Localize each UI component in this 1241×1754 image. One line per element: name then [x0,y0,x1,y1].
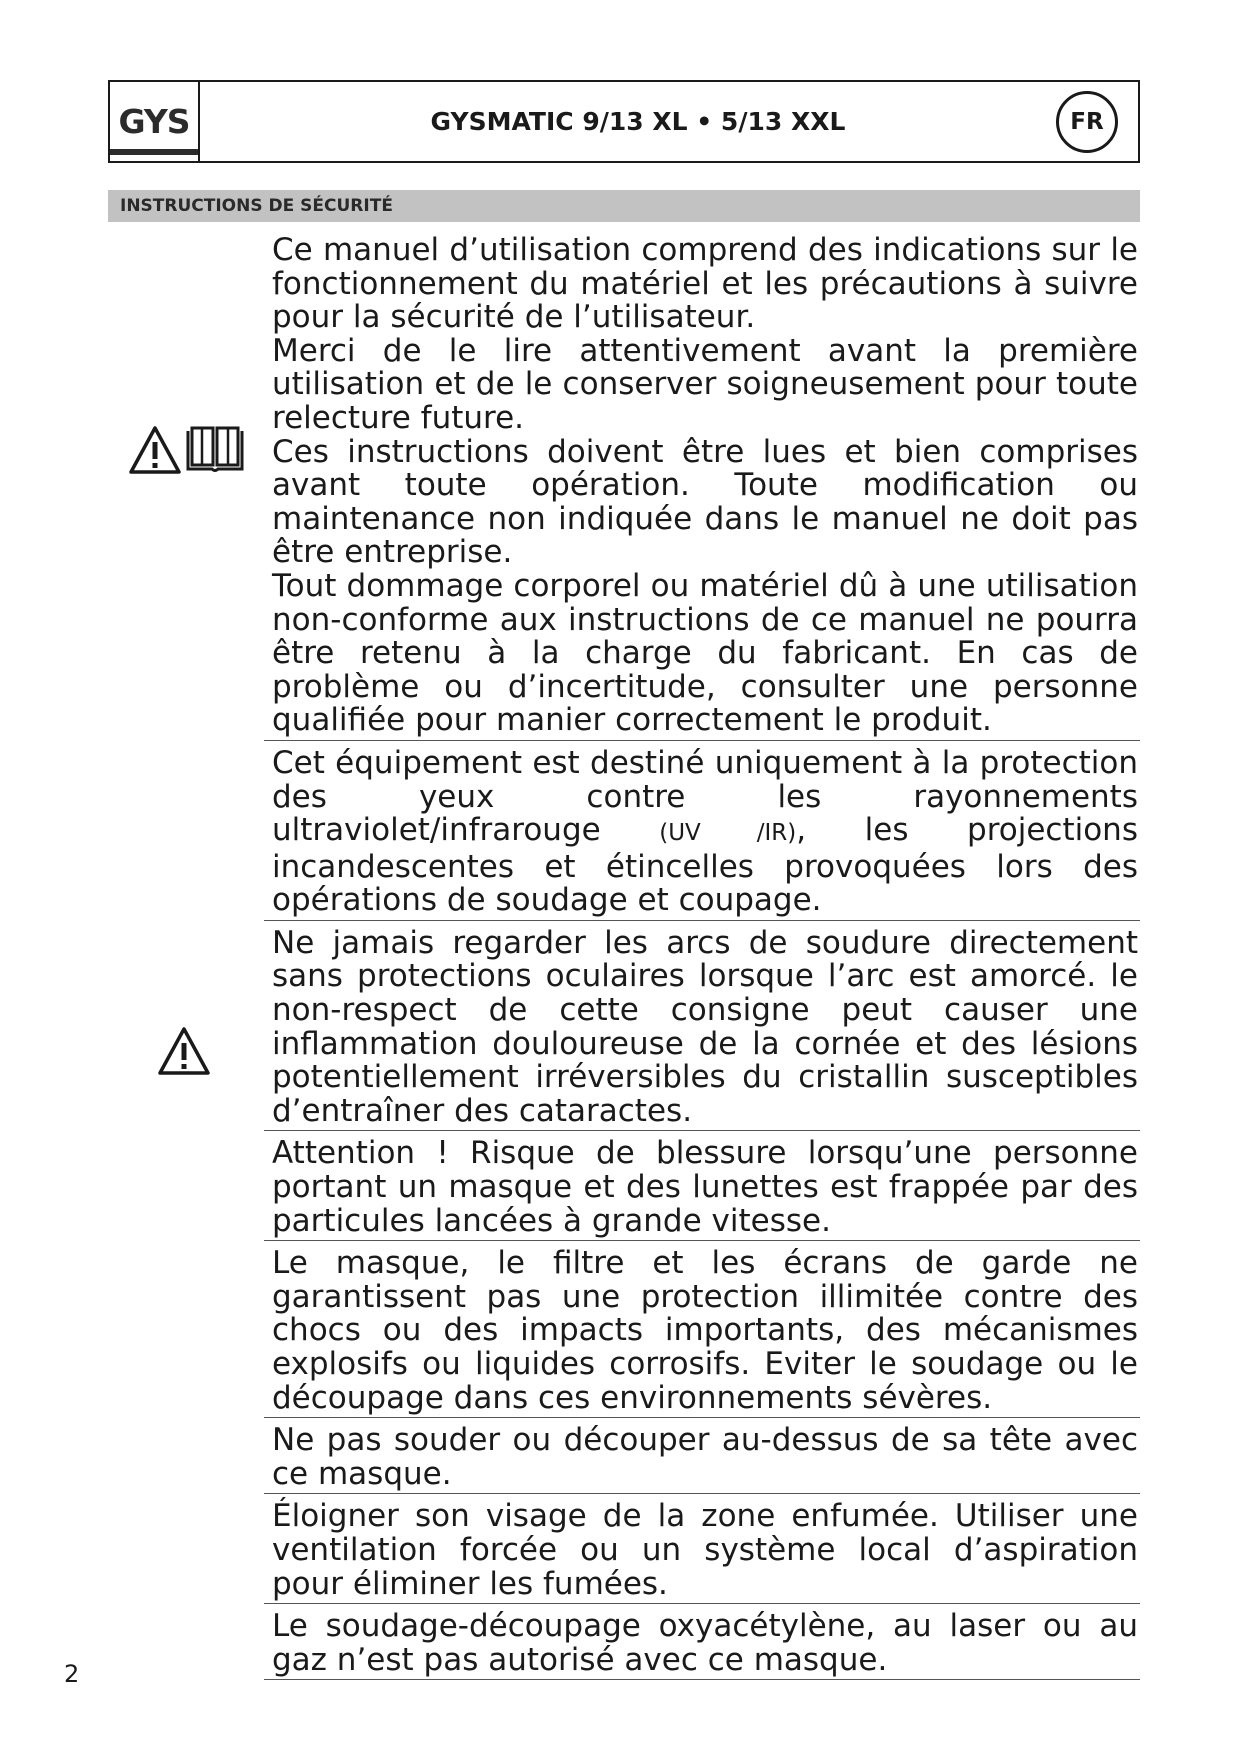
brand-logo [110,82,200,161]
safety-block [264,234,1140,741]
safety-paragraph: Attention ! Risque de blessure lorsqu’une personne portant un masque et des lunettes est frappée par des particules lancées à grande vitesse. [272,1135,1138,1239]
page-number: 2 [64,1660,80,1688]
intro-paragraph: Tout dommage corporel ou matériel dû à une utilisation non-conforme aux instructions de ce manuel ne pourra être retenu à la charge du fabricant. En cas de problème ou d’incertitude, consulter une personne qualifiée pour manier correctement le produit. [272,567,1138,739]
section-title: INSTRUCTIONS DE SÉCURITÉ [108,190,1140,222]
safety-block [264,1500,1140,1604]
safety-text: Cet équipement est destiné uniquement à la protection des yeux contre les rayonnements ultraviolet/infrarouge [272,744,1138,849]
safety-block [264,924,1140,1132]
safety-paragraph: Ne jamais regarder les arcs de soudure directement sans protections oculaires lorsque l’arc est amorcé. le non-respect de cette consigne peut causer une inflammation douloureuse de la cornée et des lésions potentiellement irréversibles du cristallin susceptibles d’entraîner des cataractes. [272,924,1138,1129]
safety-paragraph: Éloigner son visage de la zone enfumée. Utiliser une ventilation forcée ou un système local d’aspiration pour éliminer les fumées. [272,1498,1138,1602]
intro-paragraph: Merci de le lire attentivement avant la première utilisation et de le conserver soigneusement pour toute relecture future. [272,332,1138,436]
page-header [108,80,1140,163]
uv-ir-note: (UV /IR) [659,820,797,847]
safety-block [264,744,1140,921]
brand-logo-text: GYS [118,102,190,141]
safety-paragraph: Le masque, le filtre et les écrans de garde ne garantissent pas une protection illimitée contre des chocs ou des impacts importants, des mécanismes explosifs ou liquides corrosifs. Eviter le soudage ou le découpage dans ces environnements sévères. [272,1245,1138,1416]
safety-text: , les projections incandescentes et étincelles provoquées lors des opérations de soudage et coupage. [272,812,1138,919]
safety-block [264,1424,1140,1494]
language-badge: FR [1056,91,1118,153]
intro-paragraph: Ce manuel d’utilisation comprend des indications sur le fonctionnement du matériel et les précautions à suivre pour la sécurité de l’utilisateur. [272,232,1138,336]
manual-book-icon [184,425,246,475]
document-title: GYSMATIC 9/13 XL • 5/13 XXL [430,107,846,136]
logo-underline [110,149,198,155]
safety-paragraph [272,744,1138,919]
safety-block [264,1137,1140,1241]
warning-triangle-icon [128,425,182,475]
safety-paragraph: Le soudage-découpage oxyacétylène, au laser ou au gaz n’est pas autorisé avec ce masque. [272,1608,1138,1678]
safety-paragraph: Ne pas souder ou découper au-dessus de sa tête avec ce masque. [272,1422,1138,1492]
safety-content [264,234,1140,1686]
warning-triangle-icon [157,1026,211,1076]
intro-paragraph: Ces instructions doivent être lues et bien comprises avant toute opération. Toute modification ou maintenance non indiquée dans le manuel ne doit pas être entreprise. [272,433,1138,571]
safety-block [264,1610,1140,1680]
safety-block [264,1247,1140,1418]
